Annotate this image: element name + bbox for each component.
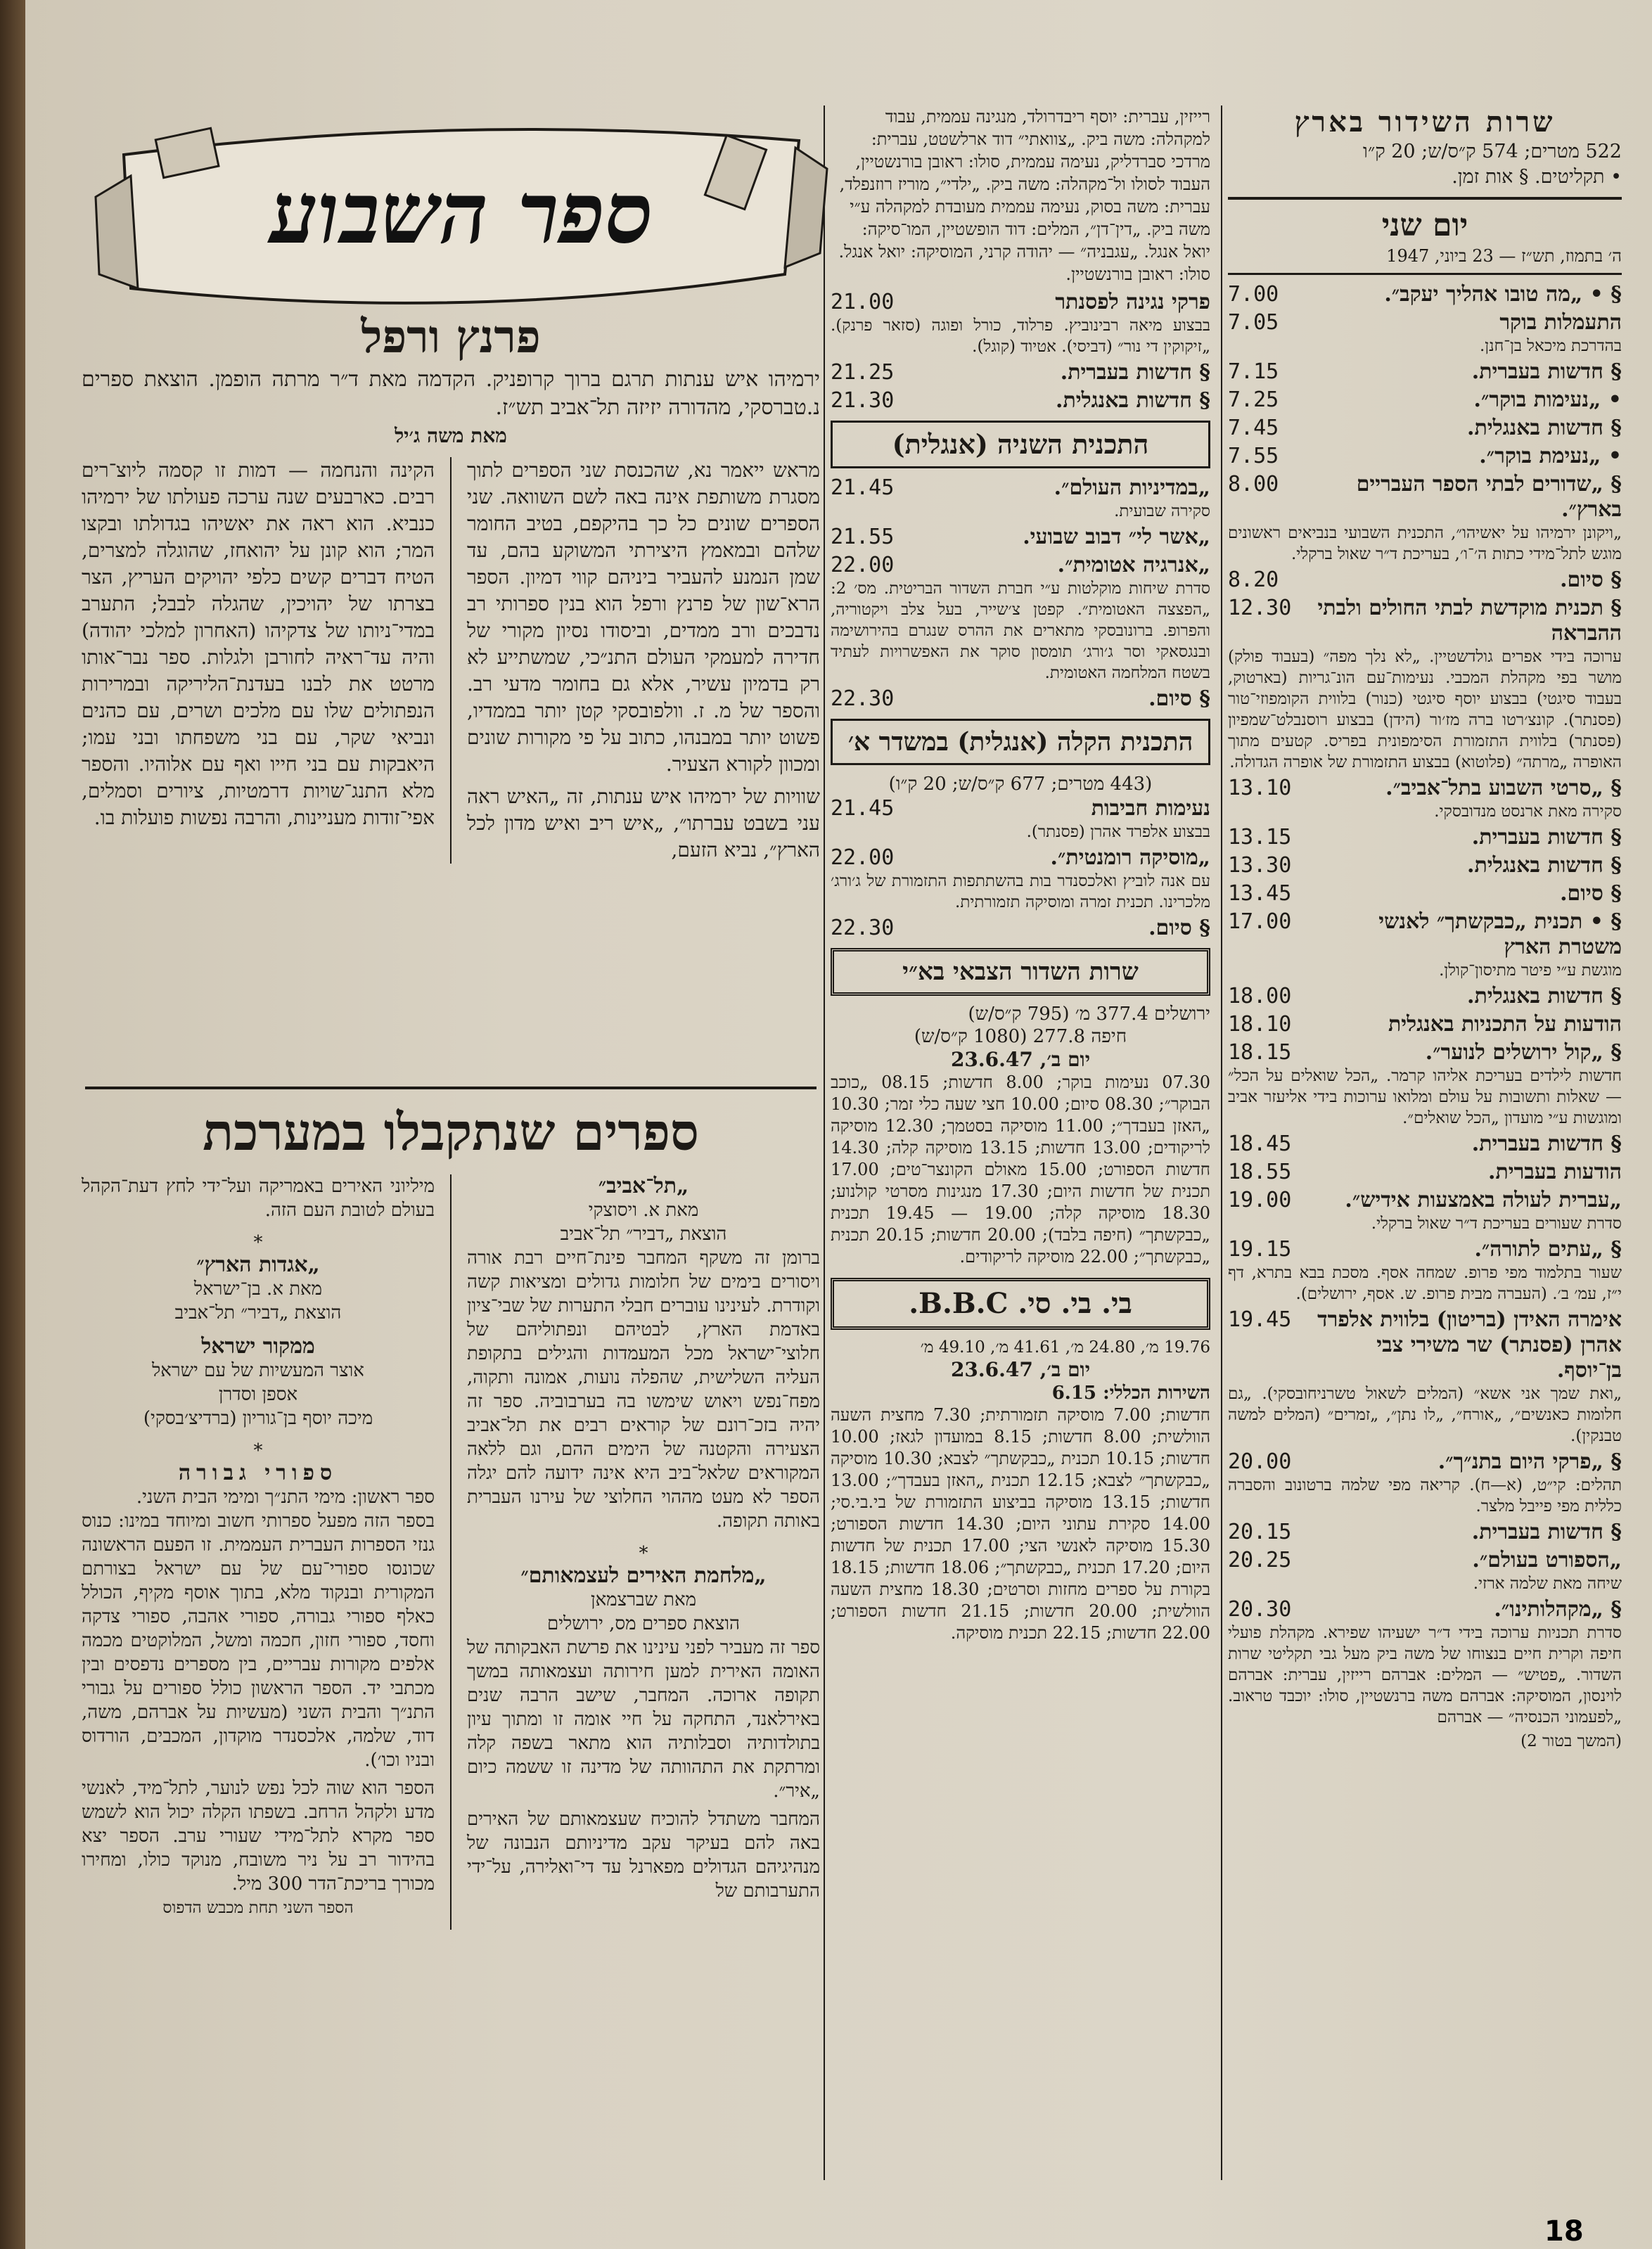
program-item — [831, 796, 1210, 842]
program-item — [1228, 359, 1622, 385]
program-item — [831, 525, 1210, 550]
program-item — [831, 845, 1210, 913]
book-entry — [82, 1461, 435, 1920]
book-entry — [82, 1253, 435, 1325]
program-item — [1228, 1188, 1622, 1234]
book-description-2: הספר הוא שוה לכל נפש לנוער, לתל־מיד, לאנשי מדע ולקהל הרחב. בשפתו הקלה יכול הוא לשמש ספר מקרא לתל־מידי שעורי ערב. הספר יצא בהידור רב על ניר משובח, מנוקד כולו, ומחירו מכורך בריכת־הדר 300 מיל. — [82, 1778, 435, 1895]
program-name: § „סרטי השבוע בתל־אביב״. — [1385, 776, 1622, 800]
program-time: 7.15 — [1228, 359, 1279, 384]
bbc-subtitle: השירות הכללי: 6.15 — [1051, 1383, 1210, 1404]
review-p2: שוויות של ירמיהו איש ענתות, זה „האיש ראה עני בשבט עברתו״, „איש ריב ואיש מדון לכל הארץ״, נביא הזעם, — [467, 785, 820, 861]
light-program-freq: (443 מטרים; 677 ק״ס/ש; 20 ק״ו) — [888, 774, 1153, 795]
program-details: מוגשת ע״י פיטר מתיסון־קולן. — [1439, 961, 1622, 980]
book-publisher: הוצאת ספרים מס, ירושלים — [546, 1613, 741, 1634]
bbc-title: בי. בי. סי. B.B.C. — [909, 1287, 1132, 1320]
program-item — [831, 290, 1210, 357]
program-name: הודעות בעברית. — [1488, 1160, 1622, 1184]
column-rule — [1221, 105, 1222, 2180]
radio-column — [1228, 105, 1622, 1755]
program-time: 8.00 — [1228, 472, 1279, 496]
book-title: „מלחמת האירים לעצמאותם״ — [520, 1563, 767, 1588]
program-item — [1228, 1307, 1622, 1447]
program-name: אימרה האידן (בריטון) בלווית אלפרד אהרן (פסנתר) שר משירי צבי בן־יוסף. — [1317, 1307, 1622, 1383]
program-item — [1228, 1160, 1622, 1185]
bbc-day: יום ב׳, 23.6.47 — [950, 1358, 1091, 1381]
program-item — [1228, 472, 1622, 565]
program-name: § סיום. — [1148, 916, 1210, 940]
army-freq-2: חיפה 277.8 (1080 ק״ס/ש) — [914, 1026, 1127, 1047]
book-entry — [467, 1564, 820, 1903]
program-name: § חדשות באנגלית. — [1056, 388, 1210, 413]
program-time: 20.00 — [1228, 1449, 1292, 1474]
book-title: ספורי גבורה — [178, 1461, 338, 1485]
program-details: שעור בתלמוד מפי פרופ. שמחה אסף. מסכת בבא בתרא, דף י״ז, עמ׳ ב׳. (העברה מבית פרופ. ש. אסף, ירושלים). — [1228, 1264, 1622, 1303]
book-subtitle: אוצר המעשיות של עם ישראל — [152, 1360, 364, 1381]
program-item — [831, 686, 1210, 712]
bbc-box — [831, 1278, 1210, 1330]
program-time: 20.25 — [1228, 1548, 1292, 1572]
program-item — [1228, 1520, 1622, 1545]
program-time: 18.55 — [1228, 1160, 1292, 1184]
program-details: סקירה מאת ארנסט מנדובסקי. — [1434, 802, 1622, 821]
program-details: סקירה שבועית. — [1114, 502, 1210, 520]
program-details: בהדרכת מיכאל בן־חנן. — [1479, 337, 1622, 355]
book-description: ברומן זה משקף המחבר פינת־חיים רבת אורה ויסורים בימים של חלומות גדולים ומציאות קשה וקודרת. לעינינו עוברים חבלי התערות של שבי־ציון באדמת הארץ, לבטיהם ונפתוליהם של חלוצי־ישראל מכל המעמדות והגילים בתקופת העליה השלישית, שהפלה נועות, אמונה ותקוה, מפח־נפש ויאוש שימשו בה בערבוביה. ספר זה יהיה בזכ־רונם של קוראים רבים את תל־אביב הצעירה והקטנה של הימים ההם, וגם ללאה המקוראים שלאל־ביב היא אינה ידועה להם יגלה הספר לא מעט מההוי החלוצי של עירנו העברית באותה תקופה. — [467, 1248, 820, 1532]
book-title: „תל־אביב״ — [598, 1174, 689, 1198]
program-time: 8.20 — [1228, 568, 1279, 592]
program-name: • „נעימות בוקר״. — [1473, 387, 1622, 412]
program-name: § חדשות בעברית. — [1471, 825, 1622, 850]
program-time: 18.10 — [1228, 1012, 1292, 1037]
program-item — [1228, 282, 1622, 307]
review-article — [82, 309, 820, 864]
program-name: § „עתים לתורה״. — [1474, 1237, 1622, 1262]
program-name: § „מקהלותינו״. — [1494, 1597, 1622, 1622]
program-time: 7.25 — [1228, 387, 1279, 412]
book-of-week-banner — [82, 113, 841, 331]
separator-star: * — [253, 1232, 263, 1253]
day-title: יום שני — [1381, 207, 1468, 243]
program-details: תהלים: קי״ט, (א—ח). קריאה מפי שלמה ברטונוב והסברה כללית מפי פייבל מלצר. — [1228, 1476, 1622, 1516]
review-title: פרנץ ורפל — [361, 311, 541, 364]
program-details: „ואת שמך אני אשא״ (המלים לשאול טשרניחובסקי). „גם חלומות כאנשים״, „אורח״, „לו נתן״, „זמרים״ (המלים למשה טבנקין). — [1228, 1385, 1622, 1445]
program-name: § חדשות בעברית. — [1471, 1520, 1622, 1544]
bbc-freq: 19.76 מ׳, 24.80 מ׳, 41.61 מ׳, 49.10 מ׳ — [920, 1338, 1210, 1357]
books-received — [82, 1097, 820, 1930]
program-item — [1228, 1132, 1622, 1157]
program-name: § סיום. — [1148, 686, 1210, 711]
program-item — [1228, 984, 1622, 1009]
books-title: ספרים שנתקבלו במערכת — [203, 1102, 699, 1162]
army-day: יום ב׳, 23.6.47 — [950, 1048, 1091, 1071]
program-name: § סיום. — [1560, 568, 1622, 592]
book-entry — [467, 1174, 820, 1533]
book-subtitle: ספר ראשון: מימי התנ״ך ומימי הבית השני. — [136, 1487, 435, 1508]
program-item — [1228, 596, 1622, 773]
program-item — [1228, 881, 1622, 906]
army-box — [831, 948, 1210, 996]
divider — [1228, 273, 1622, 275]
program-time: 21.30 — [831, 388, 895, 413]
bbc-schedule: חדשות; 7.00 מוסיקה תזמורתית; 7.30 מחצית השעה הוולשית; 8.00 חדשות; 8.15 במועדון לגאז; 10.00 חדשות; 10.15 תכנית „כבקשתך״ לצבא; 10.30 מוסיקה „כבקשתך״ לצבא; 12.15 תכנית „האזן בעבדך״; 13.00 חדשות; 13.15 מוסיקה בביצוע התזמורת של בי.בי.סי; 14.00 סקירת עתוני היום; 14.30 חדשות הספורט; 15.30 מוסיקה לאנשי הצי; 17.00 תכנית של חדשות היום; 17.20 תכנית „כבקשתך״; 18.06 חדשות; 18.15 בקורת על ספרים מחזות וסרטים; 18.30 מחצית השעה הוולשית; 20.00 חדשות; 21.15 חדשות הספורט; 22.00 חדשות; 22.15 תכנית מוסיקה. — [831, 1405, 1211, 1643]
page-number: 18 — [1544, 2215, 1584, 2248]
evening-items — [831, 290, 1210, 414]
program-name: • „נעימת בוקר״. — [1479, 444, 1622, 468]
program-time: 22.00 — [831, 553, 895, 577]
radio-schedule — [1228, 282, 1622, 1752]
program-name: § • תכנית „כבקשתך״ לאנשי משטרת הארץ — [1378, 909, 1622, 959]
program-time: 18.00 — [1228, 984, 1292, 1008]
book-description: ספר זה מעביר לפני עינינו את פרשת האבקותה של האומה האירית למען חירותה ועצמאותה במשך תקופה ארוכה. המחבר, שישב הרבה שנים באירלאנד, התחקה על חיי אומה זו ומתוך עיון בתולדותיה וסבלותיה הוא מתאר בשפה קלה ומרתקת את התהוותה של מדינה זו ששמה כיום „איר״. — [467, 1637, 820, 1802]
banner-title: ספר השבוע — [269, 164, 653, 263]
separator-star: * — [253, 1440, 263, 1461]
program-name: „הספורט בעולם״. — [1472, 1548, 1622, 1572]
program-time: 21.45 — [831, 475, 895, 500]
section-divider — [85, 1087, 817, 1089]
program-item — [1228, 444, 1622, 469]
program-item — [1228, 416, 1622, 441]
light-program-title: התכנית הקלה (אנגלית) במשדר א׳ — [847, 727, 1193, 757]
book-author: מאת שברצמאן — [590, 1589, 697, 1610]
program-time: 19.00 — [1228, 1188, 1292, 1212]
program-time: 12.30 — [1228, 596, 1292, 620]
program-name: הודעות על התכניות באנגלית — [1388, 1012, 1622, 1037]
program-time: 7.05 — [1228, 310, 1279, 335]
program-name: „במדיניות העולם״. — [1054, 475, 1210, 500]
program-name: § חדשות באנגלית. — [1467, 984, 1622, 1008]
army-schedule: 07.30 נעימות בוקר; 8.00 חדשות; 08.15 „כוכב הבוקר״; 08.30 סיום; 10.00 חצי שעה כלי זמר; 10.30 „האזן בעבדך״; 11.00 מוסיקה בסטמך; 12.30 מוסיקה לריקודים; 13.00 חדשות; 13.15 מוסיקה קלה; 14.30 חדשות הספורט; 15.00 מאולם הקונצר־טים; 17.00 תכנית של חדשות היום; 17.30 מנגינות מסרטי קולנוע; 18.30 מוסיקה קלה; 19.00 — 19.45 תכנית „כבקשתך״ (חיפה בלבד); 20.00 חדשות; 20.15 תכנית „כבקשתך״; 22.00 מוסיקה לריקודים. — [831, 1072, 1211, 1267]
program-time: 13.10 — [1228, 776, 1292, 800]
second-program-box — [831, 421, 1210, 468]
second-program-title: התכנית השניה (אנגלית) — [892, 428, 1149, 460]
program-item — [831, 475, 1210, 522]
book-note: הספר השני תחת מכבש הדפוס — [162, 1899, 354, 1917]
program-details: בבצוע מיאה רבינוביץ. פרלוד, כורל ופוגה (סזאר פרנק). „זיקוקין די נור״ (דביסי). אטיוד (קוגל). — [831, 316, 1210, 356]
program-time: 20.15 — [1228, 1520, 1292, 1544]
program-item — [1228, 1449, 1622, 1517]
book-title: „אגדות הארץ״ — [196, 1252, 320, 1277]
program-item — [831, 916, 1210, 941]
program-item — [1228, 568, 1622, 593]
radio-title: שרות השידור בארץ — [1294, 105, 1556, 139]
program-item — [1228, 853, 1622, 878]
program-item — [1228, 1040, 1622, 1129]
column-rule — [450, 1174, 452, 1930]
program-time: 17.00 — [1228, 909, 1292, 934]
program-time: 22.30 — [831, 686, 895, 711]
program-item — [1228, 1237, 1622, 1305]
program-details: „ויקונן ירמיהו על יאשיהו״, התכנית השבועי בנביאים ראשונים מוגש לתל־מידי כתות ה׳־ו׳, בעריכת ד״ר שאול ברקלי. — [1228, 524, 1622, 563]
light-program-box — [831, 719, 1210, 765]
program-time: 7.45 — [1228, 416, 1279, 440]
book-spine — [0, 0, 25, 2249]
program-item — [1228, 1548, 1622, 1594]
program-time: 21.55 — [831, 525, 895, 549]
program-name: „אשר לי״ דבוב שבועי. — [1023, 525, 1210, 549]
program-time: 13.45 — [1228, 881, 1292, 906]
program-details: (המשך בטור 2) — [1520, 1732, 1622, 1750]
review-p3: הקינה והנחמה — דמות זו קסמה ליוצ־רים רבים. כארבעים שנה ערכה פעולתו של ירמיהו כנביא. הוא ראה את יאשיהו בגדולתו ובקצו המר; הוא קונן על יהואחז, שהוגלה למצרים, הטיח דברים קשים כלפי יהויקים העריץ, הצר בצרתו של יהויכין, שהגלה לבבל; התערב במדי־ניותו של צדקיהו (האחרון למלכי יהודה) והיה עד־ראיה לחורבן ולגלות. ספר נבר־אותו מרטט את לבנו בעדנת־הליריקה ובמרירות הנפתולים שלו עם מלכים ושרים, עם כהנים ונביאי שקר, עם בני משפחתו ובני עמו; היאבקות עם בני חייו ואף עם אלוהיו. והספר מלא התנג־שויות דרמטיות, ציורים וסמלים, אפי־זודות מעניינות, והרבה נפשות פועלות בו. — [82, 459, 435, 829]
continued-text: רייזין, עברית: יוסף ריבדרולד, מנגינה עממית, עבוד למקהלה: משה ביק. „צוואתי״ דוד ארלשטט, עברית: מרדכי סברדליק, נעימה עממית, סולו: ראובן בורנשטיין, העבוד לסולו ול־מקהלה: משה ביק. „ילדי״, מוריז רוזנפלד, עברית: משה בסוק, נעימה עממית מעובדת למקהלה ע״י משה ביק. „דין־דן״, המלים: דוד הופשטיין, המו־סיקה: יואל אנגל. „עגבניה״ — יהודה קרני, המוסיקה: יואל אנגל. סולו: ראובן בורנשטיין. — [838, 107, 1210, 284]
program-time: 19.15 — [1228, 1237, 1292, 1262]
program-details: עם אנה לוביץ ואלכסנדר בות בהשתתפות התזמורת של ג׳ורג׳ מלכרינו. תכנית זמרה ומוסיקה תזמורתית. — [831, 872, 1210, 911]
program-name: „עברית לעולה באמצעות אידיש״. — [1345, 1188, 1622, 1212]
program-time: 7.00 — [1228, 282, 1279, 307]
program-name: § חדשות באנגלית. — [1467, 416, 1622, 440]
radio-legend: • תקליטים. § אות זמן. — [1452, 166, 1622, 188]
book-author: מאת א. בן־ישראל — [193, 1279, 323, 1300]
program-item — [1228, 1731, 1622, 1752]
program-details: סדרת תכניות ערוכה בידי ד״ר ישעיהו שפירא. מקהלת פועלי חיפה וקרית חיים בנצוחו של משה ביק מעל גבי תקליטי שרות השדור. „פטיש״ — המלים: אברהם רייזין, עברית: אברהם לוינסון, המוסיקה: אברהם משה ברנשטיין, סולו: יוכבד טראוב. „לפעמוני הכנסיה״ — אברהם — [1228, 1624, 1622, 1726]
review-subtitle: ירמיהו איש ענתות תרגם ברוך קרופניק. הקדמה מאת ד״ר מרתה הופמן. הוצאת ספרים נ.טברסקי, מהדורה יזיזה תל־אביב תש״ז. — [82, 367, 820, 420]
program-item — [1228, 1597, 1622, 1728]
program-item — [831, 388, 1210, 414]
review-p1: מראש ייאמר נא, שהכנסת שני הספרים לתוך מסגרת משותפת אינה באה לשם השוואה. שני הספרים שונים כל כך בהיקפם, בטיב החומר שלהם ובמאמץ היצירתי המשוקע בהם, עד שמן הנמנע להעביר ביניהם קווי דמיון. הספר הרא־שון של פרנץ ורפל הוא בנין ספרותי רב נדבכים ורב ממדים, וביסודו נסיון מקורי של חדירה למעמקי העולם התנ״כי, שמשתייע לא רק בדמיון עשיר, אלא גם בחומר מדעי רב. והספר של מ. ז. וולפובסקי קטן יותר בממדיו, פשוט יותר במבנהו, כתוב על פי מקורות שונים ומכוון לקורא הצעיר. — [467, 459, 821, 776]
book-description-2: המחבר משתדל להוכיח שעצמאותם של האירים באה להם בעיקר עקב מדיניותם הנבונה של מנהיגיהם הגדולים מפארנל עד די־ואלירה, על־ידי התערבותם של — [467, 1809, 820, 1902]
book-author: מאת א. ויסוצקי — [588, 1200, 699, 1221]
program-item — [831, 553, 1210, 684]
program-name: § סיום. — [1560, 881, 1622, 906]
program-name: § חדשות בעברית. — [1471, 1132, 1622, 1156]
program-name: § „פרקי היום בתנ״ך״. — [1438, 1449, 1622, 1474]
program-item — [1228, 825, 1622, 850]
program-item — [1228, 1012, 1622, 1037]
program-name: § חדשות באנגלית. — [1467, 853, 1622, 878]
day-date: ה׳ בתמוז, תש״ז — 23 ביוני, 1947 — [1386, 246, 1622, 266]
book-entry — [82, 1335, 435, 1430]
program-time: 21.25 — [831, 360, 895, 385]
program-item — [1228, 387, 1622, 413]
program-time: 13.30 — [1228, 853, 1292, 878]
newspaper-page — [25, 0, 1652, 2249]
column-rule — [450, 457, 452, 864]
book-publisher: הוצאת „דביר״ תל־אביב — [560, 1224, 727, 1245]
second-program-items — [831, 475, 1210, 712]
program-time: 21.45 — [831, 796, 895, 821]
book-description: בספר הזה מפעל ספרותי חשוב ומיוחד במינו: כנוס גנזי הספרות העברית העממית. זו הפעם הראשונה שכונסו ספורי־עם של עם ישראל בצורתם המקורית ובנקוד מלא, בתוך אוסף מקיף, הכולל כאלף ספורי גבורה, ספורי אהבה, ספורי צדקה וחסד, ספורי חזון, חכמה ומשל, המלוקטים מכמה אלפים מקורות עבריים, בין מספרים נדפסים ובין מכתבי יד. הספר הראשון כולל ספורים על גבורי התנ״ך והבית השני (מעשיות על אברהם, משה, דוד, שלמה, אלכסנדר מוקדון, המכבים, הורדוס ובניו וכו׳). — [82, 1511, 435, 1771]
program-details: שיחה מאת שלמה ארזי. — [1473, 1575, 1622, 1593]
column-rule — [824, 105, 825, 2180]
program-name: „מוסיקה רומנטית״. — [1050, 845, 1210, 870]
program-name: § „קול ירושלים לנוער״. — [1425, 1040, 1622, 1065]
program-details: סדרת שיחות מוקלטות ע״י חברת השדור הבריטית. מס׳ 2: „הפצצה האטומית״. קפטן צ׳שייר, בעל צלב ויקטוריה, והפרופ. ברונובסקי מתארים את ההרס שנגרם בהירושימה ובנגסאקי וסר ג׳ורג׳ תומסון סוקר את האפשרויות לעתיד בשטח המלחמה האטומית. — [831, 579, 1210, 682]
program-time: 13.15 — [1228, 825, 1292, 850]
program-item — [1228, 310, 1622, 357]
radio-freq: 522 מטרים; 574 ק״ס/ש; 20 ק״ו — [1363, 141, 1622, 162]
program-item — [831, 360, 1210, 385]
program-details: חדשות לילדים בעריכת אליהו קרמר. „הכל שואלים על הכל״ — שאלות ותשובות על עולם ומלואו ערוכות בידי אליעזר אביב ומוגשות ע״י מועדון „הכל שואלים״. — [1228, 1067, 1622, 1127]
review-author: מאת משה ג׳יל — [395, 424, 507, 447]
program-time: 20.30 — [1228, 1597, 1292, 1622]
program-name: § „שדורים לבתי הספר העבריים בארץ״. — [1356, 472, 1622, 522]
program-time: 19.45 — [1228, 1307, 1292, 1332]
separator-star: * — [639, 1543, 648, 1564]
book-author: מיכה יוסף בן־גוריון (ברדיצ׳בסקי) — [143, 1408, 373, 1429]
program-name: התעמלות בוקר — [1499, 310, 1622, 335]
book-editor-label: אספן וסדרן — [218, 1384, 298, 1405]
program-name: פרקי נגינה לפסנתר — [1055, 290, 1210, 314]
program-name: נעימות חביבות — [1091, 796, 1210, 821]
book-publisher: הוצאת „דביר״ תל־אביב — [174, 1302, 342, 1324]
program-name: § תכנית מוקדשת לבתי החולים ולבתי ההבראה — [1317, 596, 1622, 646]
program-item — [1228, 909, 1622, 981]
continued-text: מיליוני האירים באמריקה ועל־ידי לחץ דעת־הקהל בעולם לטובת העם הזה. — [82, 1176, 435, 1221]
program-details: סדרת שעורים בעריכת ד״ר שאול ברקלי. — [1371, 1215, 1622, 1233]
program-time: 18.15 — [1228, 1040, 1292, 1065]
program-name: § חדשות בעברית. — [1471, 359, 1622, 384]
programs-column — [831, 105, 1210, 1644]
program-details: בבצוע אלפרד אהרן (פסנתר). — [1026, 823, 1210, 841]
book-title: ממקור ישראל — [201, 1334, 315, 1359]
program-item — [1228, 776, 1622, 822]
program-time: 22.00 — [831, 845, 895, 870]
program-time: 22.30 — [831, 916, 895, 940]
program-time: 18.45 — [1228, 1132, 1292, 1156]
program-name: „אנרגיה אטומית״. — [1057, 553, 1210, 577]
program-name: § • „מה טובו אהליך יעקב״. — [1384, 282, 1622, 307]
light-program-items — [831, 796, 1210, 941]
army-title: שרות השדור הצבאי בא״י — [902, 958, 1139, 986]
program-time: 7.55 — [1228, 444, 1279, 468]
army-freq-1: ירושלים 377.4 מ׳ (795 ק״ס/ש) — [968, 1004, 1210, 1025]
program-time: 21.00 — [831, 290, 895, 314]
program-name: § חדשות בעברית. — [1060, 360, 1210, 385]
program-details: ערוכה בידי אפרים גולדשטיין. „לא נלך מפה״ (בעבוד פולק) מושר בפי מקהלת המכבי. נעימות־עם הונ־גריות (בארטוק, בעבוד סיגטי) בבצוע יוסף סיגטי (כנור) בלווית הקומפוזי־טור (פסנתר). קונצ׳רטו ברה מז׳ור (הידן) בבצוע רוסנבלט־שמפיון (פסנתר) בלווית התזמורת הסימפונית בפריס. קטעים מתוך האופרה „מרתה״ (פלוטוא) בבצוע התזמורת של אופרה הגדולה. — [1228, 648, 1622, 771]
divider — [1228, 197, 1622, 200]
